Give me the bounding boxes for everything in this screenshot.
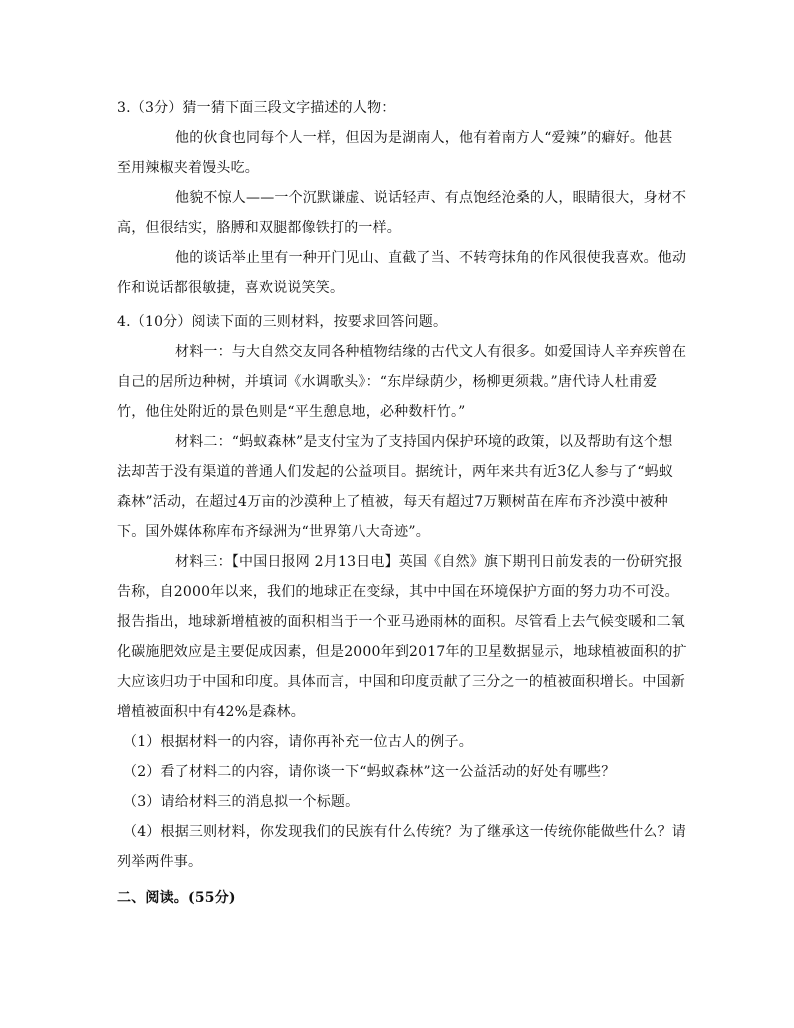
q3-p1-line1: 他的伙食也同每个人一样，但因为是湖南人，他有着南方人“爱辣”的癖好。他甚 xyxy=(175,130,673,146)
material-3-line1: 材料三：【中国日报网 2月13日电】英国《自然》旗下期刊日前发表的一份研究报 xyxy=(175,554,683,570)
material-2-line2: 法却苦于没有渠道的普通人们发起的公益项目。据统计，两年来共有近3亿人参与了“蚂蚁 xyxy=(117,464,674,480)
section-2-heading: 二、阅读。(55分) xyxy=(117,890,236,906)
material-2-line4: 下。国外媒体称库布齐绿洲为“世界第八大奇迹”。 xyxy=(117,524,430,540)
material-2-line3: 森林”活动，在超过4万亩的沙漠种上了植被，每天有超过7万颗树苗在库布齐沙漠中被种 xyxy=(117,494,668,510)
material-3-line5: 大应该归功于中国和印度。具体而言，中国和印度贡献了三分之一的植被面积增长。中国新 xyxy=(117,674,685,690)
material-3-line4: 化碳施肥效应是主要促成因素，但是2000年到2017年的卫星数据显示，地球植被面积的扩 xyxy=(117,644,687,660)
q3-p1-line2: 至用辣椒夹着馒头吃。 xyxy=(117,160,259,176)
material-1-line1: 材料一：与大自然交友同各种植物结缘的古代文人有很多。如爱国诗人辛弃疾曾在 xyxy=(175,344,687,360)
q3-p3-line1: 他的谈话举止里有一种开门见山、直截了当、不转弯抹角的作风很使我喜欢。他动 xyxy=(175,250,687,266)
sub-question-4-line2: 列举两件事。 xyxy=(117,854,203,870)
sub-question-2: （2）看了材料二的内容，请你谈一下“蚂蚁森林”这一公益活动的好处有哪些？ xyxy=(123,764,616,780)
sub-question-1: （1）根据材料一的内容，请你再补充一位古人的例子。 xyxy=(123,734,473,750)
material-3-line3: 报告指出，地球新增植被的面积相当于一个亚马逊雨林的面积。尽管看上去气候变暖和二氧 xyxy=(117,614,685,630)
q3-heading: 3.（3分）猜一猜下面三段文字描述的人物： xyxy=(117,100,396,116)
q3-p2-line1: 他貌不惊人——一个沉默谦虚、说话轻声、有点饱经沧桑的人，眼睛很大，身材不 xyxy=(175,190,687,206)
sub-question-4-line1: （4）根据三则材料，你发现我们的民族有什么传统？为了继承这一传统你能做些什么？请 xyxy=(123,824,686,840)
material-3-line2: 告称，自2000年以来，我们的地球正在变绿，其中中国在环境保护方面的努力功不可没。 xyxy=(117,584,679,600)
sub-question-3: （3）请给材料三的消息拟一个标题。 xyxy=(123,794,360,810)
material-3-line6: 增植被面积中有42%是森林。 xyxy=(117,704,305,720)
material-1-line3: 竹，他住处附近的景色则是“平生憩息地，必种数杆竹。” xyxy=(117,404,466,420)
q3-p2-line2: 高，但很结实，胳膊和双腿都像铁打的一样。 xyxy=(117,220,401,236)
q4-heading: 4.（10分）阅读下面的三则材料，按要求回答问题。 xyxy=(117,314,448,330)
question-4 xyxy=(117,307,687,877)
q3-p3-line2: 作和说话都很敏捷，喜欢说说笑笑。 xyxy=(117,280,345,296)
question-3 xyxy=(117,93,687,303)
material-2-line1: 材料二：“蚂蚁森林”是支付宝为了支持国内保护环境的政策，以及帮助有这个想 xyxy=(175,434,673,450)
material-1-line2: 自己的居所边种树，并填词《水调歌头》：“东岸绿荫少，杨柳更须栽。”唐代诗人杜甫爱 xyxy=(117,374,658,390)
section-2 xyxy=(117,883,679,913)
